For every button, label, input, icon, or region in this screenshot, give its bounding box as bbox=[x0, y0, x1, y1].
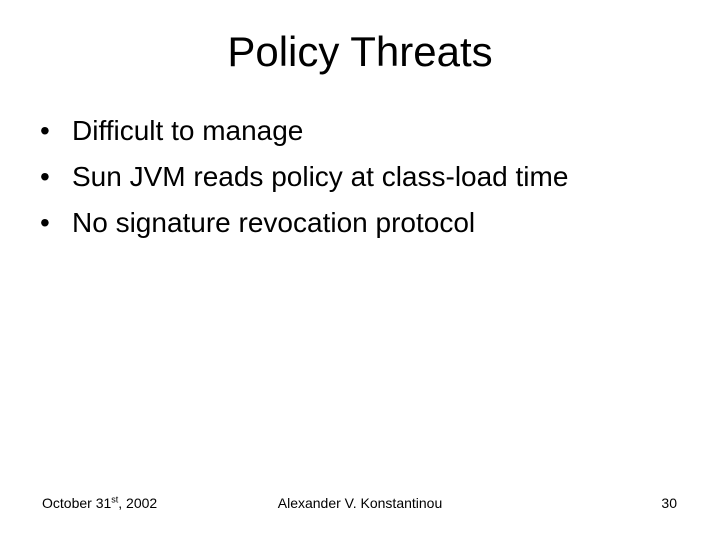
bullet-icon: • bbox=[40, 161, 50, 192]
bullet-icon: • bbox=[40, 207, 50, 238]
page-number: 30 bbox=[661, 495, 677, 511]
bullet-item bbox=[40, 200, 568, 246]
footer-date-year: , 2002 bbox=[118, 495, 158, 511]
bullet-text: Sun JVM reads policy at class-load time bbox=[72, 161, 569, 192]
bullet-icon: • bbox=[40, 115, 50, 146]
bullet-list bbox=[40, 108, 568, 246]
bullet-item bbox=[40, 154, 568, 200]
footer-date-ordinal: st bbox=[111, 494, 119, 505]
bullet-text: Difficult to manage bbox=[72, 115, 304, 146]
footer-date-prefix: October 31 bbox=[42, 495, 112, 511]
slide-title: Policy Threats bbox=[227, 28, 493, 75]
bullet-text: No signature revocation protocol bbox=[72, 207, 476, 238]
bullet-item bbox=[40, 108, 568, 154]
footer-author: Alexander V. Konstantinou bbox=[277, 495, 443, 511]
